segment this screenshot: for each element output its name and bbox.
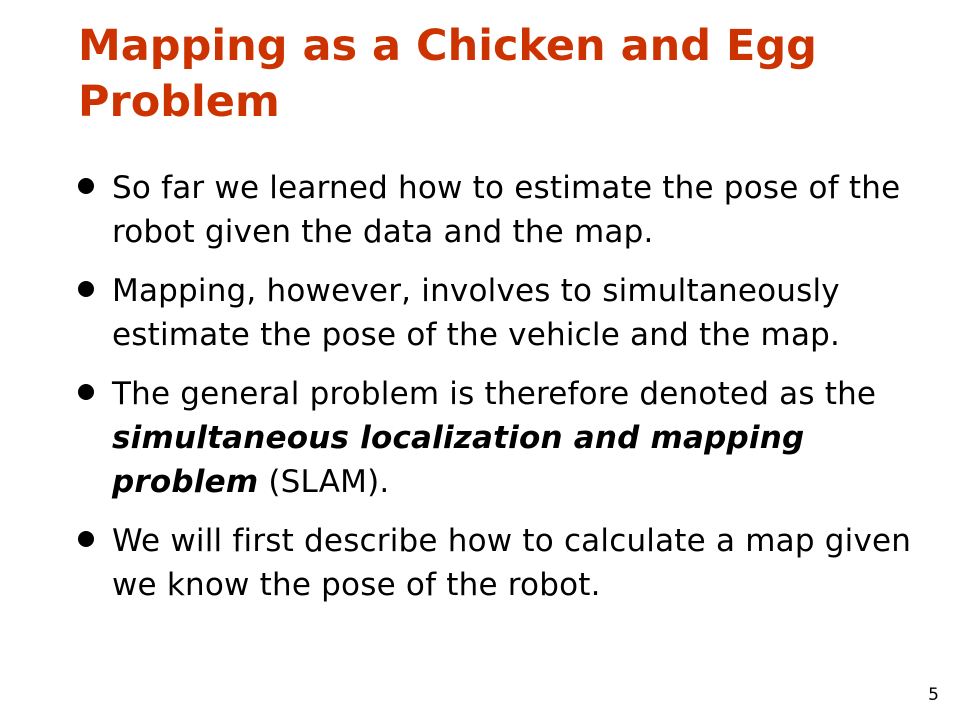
bullet-item-2 (74, 269, 944, 357)
bullet-dot-icon (78, 281, 94, 297)
bullet-text-3-after: (SLAM). (258, 464, 390, 500)
bullet-dot-icon (78, 531, 94, 547)
bullet-text-4: We will first describe how to calculate a map given we know the pose of the robot. (112, 523, 912, 603)
page-number: 5 (928, 685, 939, 705)
bullet-text-1: So far we learned how to estimate the pose of the robot given the data and the map. (112, 170, 901, 250)
bullet-item-1 (74, 166, 944, 254)
bullet-text-3-emphasis: simultaneous localization and mapping problem (112, 420, 805, 500)
bullet-item-3 (74, 372, 944, 504)
bullet-dot-icon (78, 178, 94, 194)
bullet-item-4 (74, 519, 944, 607)
bullet-dot-icon (78, 384, 94, 400)
bullet-text-3-before: The general problem is therefore denoted as the (112, 376, 877, 412)
bullet-list (74, 166, 944, 622)
bullet-text-2: Mapping, however, involves to simultaneously estimate the pose of the vehicle and the map. (112, 273, 841, 353)
slide-title: Mapping as a Chicken and Egg Problem (78, 21, 817, 127)
